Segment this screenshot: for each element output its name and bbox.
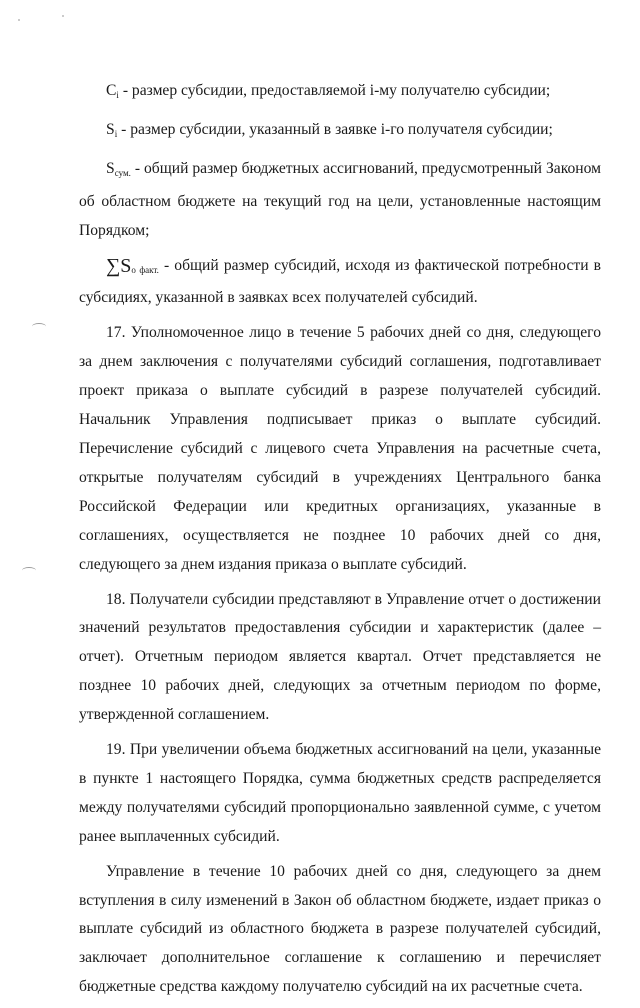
paragraph-18: 18. Получатели субсидии представляют в Управление отчет о достижении значений результатов предоставления субсидии и характеристик (далее – отчет). Отчетным периодом является квартал. Отчет представляется не позднее 10 рабочих дней, следующих за отчетным периодом по форме, утвержденной соглашением.: [79, 590, 601, 724]
definition-text: - размер субсидии, предоставляемой i-му получателю субсидии;: [118, 82, 551, 99]
paragraph-19: 19. При увеличении объема бюджетных ассигнований на цели, указанные в пункте 1 настоящего Порядка, сумма бюджетных средств распределяется между получателями субсидий пропорционально заявленной сумме, с учетом ранее выплаченных субсидий.: [79, 741, 601, 845]
scan-speck: [18, 19, 20, 21]
formula-symbol: ∑S: [106, 254, 132, 277]
formula-symbol: S: [106, 120, 115, 138]
definition-sum-s-fact: [79, 252, 601, 314]
definition-c-i: [79, 77, 601, 110]
definition-text: - общий размер субсидий, исходя из фактической потребности в субсидиях, указанной в заявках всех получателей субсидий.: [79, 256, 601, 307]
paragraph-17: 17. Уполномоченное лицо в течение 5 рабочих дней со дня, следующего за днем заключения с получателями субсидий соглашения, подготавливает проект приказа о выплате субсидий в разрезе получателей субсидий. Начальник Управления подписывает приказ о выплате субсидий. Перечисление субсидий с лицевого счета Управления на расчетные счета, открытые получателям субсидий в учреждениях Центрального банка Российской Федерации или кредитных организациях, указанные в соглашениях, осуществляется не позднее 10 рабочих дней со дня, следующего за днем издания приказа о выплате субсидий.: [79, 324, 601, 573]
scan-speck: [62, 15, 64, 17]
definition-s-i: [79, 116, 601, 149]
paragraph-19-continued: Управление в течение 10 рабочих дней со дня, следующего за днем вступления в силу изменений в Закон об областном бюджете, издает приказ о выплате субсидий из областного бюджета в разрезе получателей субсидий, заключает дополнительное соглашение к соглашению и перечисляет бюджетные средства каждому получателю субсидий на их расчетные счета.: [79, 862, 601, 996]
document-page: [79, 77, 601, 1008]
binder-hole-mark: [32, 323, 46, 330]
formula-subscript: i: [114, 128, 118, 139]
definition-s-sum: [79, 155, 601, 246]
definition-text: - размер субсидии, указанный в заявке i-го получателя субсидии;: [117, 120, 553, 138]
formula-subscript: о факт.: [131, 264, 159, 275]
formula-symbol: C: [106, 82, 117, 99]
formula-subscript: i: [116, 90, 119, 100]
formula-subscript: сум.: [114, 167, 131, 178]
binder-hole-mark: [22, 567, 36, 574]
formula-symbol: S: [106, 159, 115, 177]
definition-text: - общий размер бюджетных ассигнований, предусмотренный Законом об областном бюджете на текущий год на цели, установленные настоящим Порядком;: [79, 159, 601, 239]
